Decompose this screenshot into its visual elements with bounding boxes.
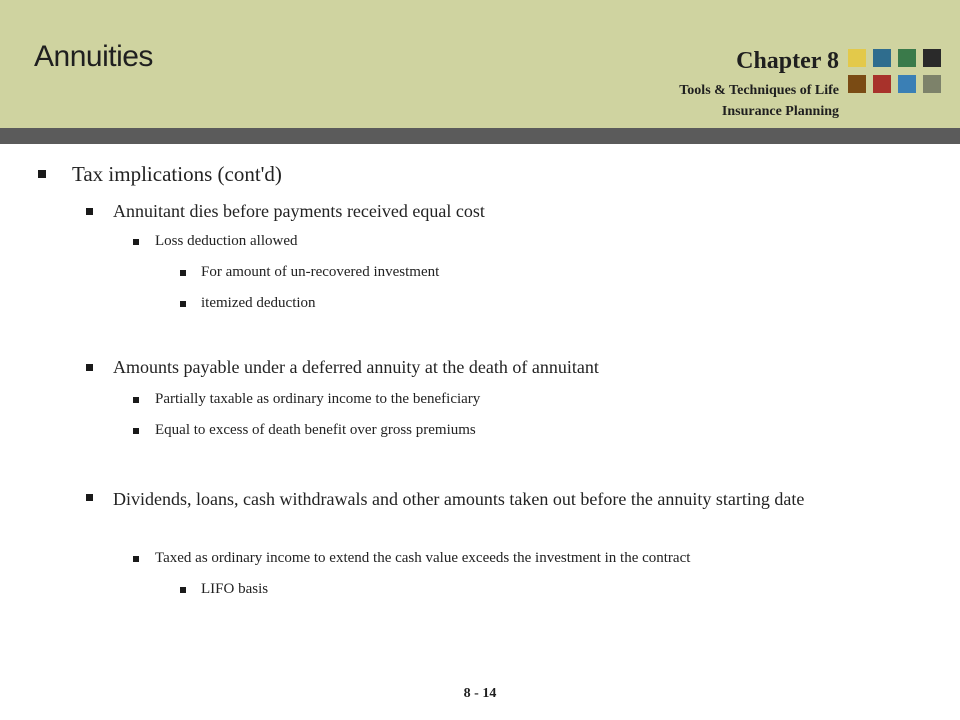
square-bullet-icon (86, 494, 93, 501)
header-divider-band (0, 128, 960, 144)
logo-square (848, 49, 866, 67)
logo-square (873, 75, 891, 93)
square-bullet-icon (133, 397, 139, 403)
chapter-subtitle (579, 80, 839, 122)
square-bullet-icon (180, 270, 186, 276)
square-bullet-icon (180, 301, 186, 307)
outline-item-l4: itemized deduction (201, 295, 316, 311)
outline-item-l4: LIFO basis (201, 581, 269, 597)
logo-square (898, 49, 916, 67)
square-bullet-icon (133, 556, 139, 562)
outline-item-l3: Partially taxable as ordinary income to the beneficiary (155, 391, 481, 407)
logo-square (873, 49, 891, 67)
page-number: 8 - 14 (463, 686, 497, 701)
square-bullet-icon (133, 239, 139, 245)
logo-square (923, 49, 941, 67)
chapter-subtitle-line1: Tools & Techniques of Life (679, 83, 839, 98)
chapter-subtitle-line2: Insurance Planning (721, 104, 839, 119)
square-bullet-icon (86, 208, 93, 215)
square-bullet-icon (38, 170, 46, 178)
color-squares-logo (848, 49, 942, 95)
outline-item-l3: Taxed as ordinary income to extend the cash value exceeds the investment in the contract (155, 550, 691, 566)
outline-item-l1: Tax implications (cont'd) (72, 162, 282, 186)
outline-item-l2: Amounts payable under a deferred annuity at the death of annuitant (113, 357, 599, 377)
chapter-label: Chapter 8 (736, 48, 839, 74)
square-bullet-icon (133, 428, 139, 434)
outline-item-l4: For amount of un-recovered investment (201, 264, 440, 280)
slide-title: Annuities (34, 40, 153, 73)
logo-square (848, 75, 866, 93)
outline-item-l2: Annuitant dies before payments received equal cost (113, 201, 485, 221)
square-bullet-icon (180, 587, 186, 593)
outline-item-l3: Loss deduction allowed (155, 233, 298, 249)
logo-square (898, 75, 916, 93)
outline-item-l2: Dividends, loans, cash withdrawals and other amounts taken out before the annuity starting date (113, 489, 805, 509)
logo-square (923, 75, 941, 93)
outline-item-l3: Equal to excess of death benefit over gross premiums (155, 422, 476, 438)
square-bullet-icon (86, 364, 93, 371)
